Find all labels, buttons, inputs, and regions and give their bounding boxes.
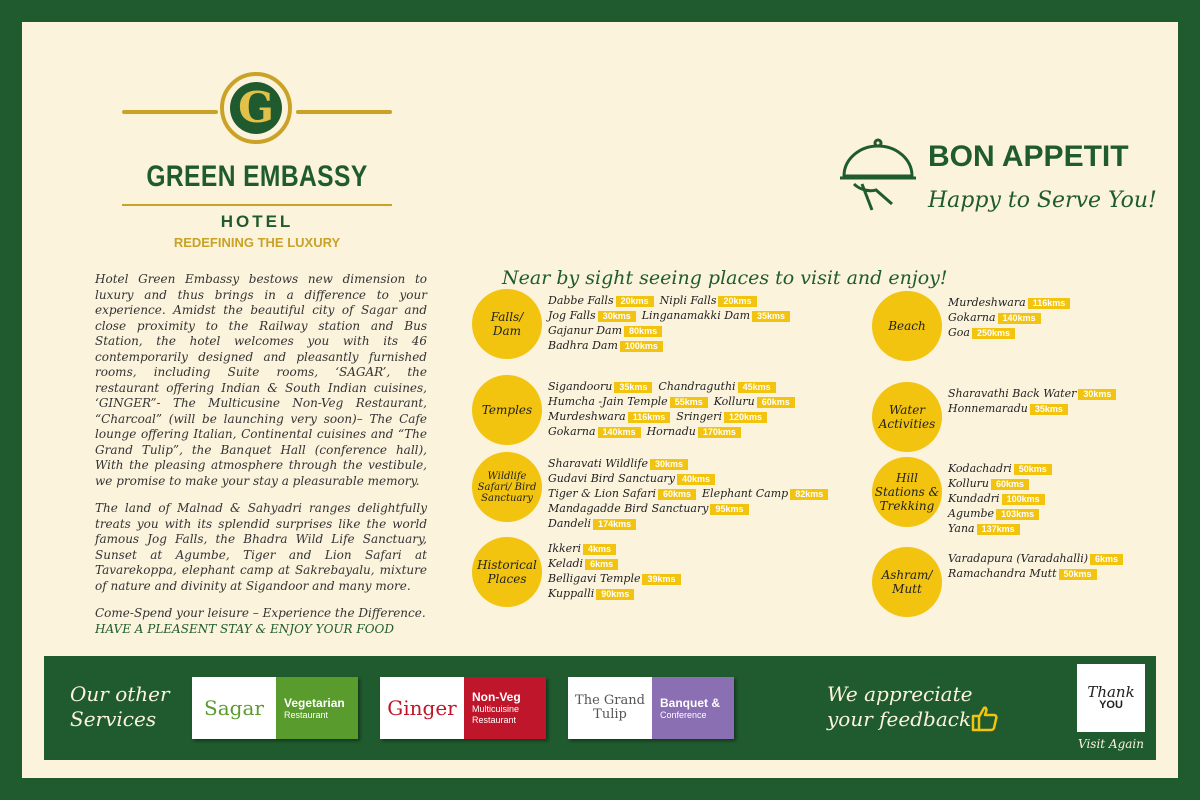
place-name: Goa (948, 326, 970, 339)
place-name: Varadapura (Varadahalli) (948, 552, 1089, 565)
service-logo: Ginger (387, 696, 457, 720)
logo-emblem (220, 72, 292, 144)
intro-paragraph: Hotel Green Embassy bestows new dimension to luxury and thus brings in a difference to your experience. Amidst the beautiful city of Sagar and close proximity to the Railway station and Bus Station, the hotel welcomes you with its 46 contemporarily designed and pleasantly furnished rooms, including Suite rooms, ‘SAGAR’, the restaurant offering Indian & South Indian cuisines, ‘GINGER”- The Multicusine Non-Veg Restaurant, “Charcoal” (will be launching very soon)– The Cafe lounge offering Italian, Continental cuisines and “The Grand Tulip”, the Banquet Hall (conference hall), With the pleasing atmosphere through the vestibule, we promise to make your stay a pleasurable memory. (95, 272, 427, 488)
category-bubble: Historical Places (472, 537, 542, 607)
distance-badge: 140kms (998, 313, 1041, 324)
place-row (948, 566, 1129, 581)
distance-badge: 174kms (593, 519, 636, 530)
distance-badge: 35kms (1030, 404, 1068, 415)
distance-badge: 82kms (790, 489, 828, 500)
service-logo: The Grand Tulip (575, 693, 645, 722)
hotel-logo (122, 62, 392, 257)
place-row (548, 308, 796, 323)
distance-badge: 60kms (991, 479, 1029, 490)
place-name: Sringeri (676, 410, 722, 423)
category-bubble: Falls/ Dam (472, 289, 542, 359)
category-bubble: Ashram/ Mutt (872, 547, 942, 617)
place-item (548, 571, 681, 586)
place-item (676, 409, 767, 424)
services-title: Our other Services (70, 682, 170, 731)
place-list (548, 541, 687, 601)
distance-badge: 50kms (1059, 569, 1097, 580)
place-name: Ramachandra Mutt (948, 567, 1057, 580)
place-row (948, 295, 1076, 310)
place-item (548, 471, 715, 486)
distance-badge: 4kms (583, 544, 616, 555)
place-name: Sharavati Wildlife (548, 457, 649, 470)
place-list (948, 386, 1122, 416)
place-item (548, 456, 688, 471)
service-subtype: Restaurant (284, 709, 329, 720)
place-item (948, 461, 1052, 476)
service-tag (652, 677, 734, 739)
distance-badge: 120kms (724, 412, 767, 423)
place-row (548, 394, 801, 409)
place-row (948, 521, 1058, 536)
place-item (948, 566, 1097, 581)
distance-badge: 55kms (670, 397, 708, 408)
place-row (548, 556, 687, 571)
bon-appetit-subtitle: Happy to Serve You! (928, 188, 1157, 213)
place-name: Kolluru (948, 477, 990, 490)
place-item (660, 293, 757, 308)
place-item (948, 325, 1015, 340)
place-item (948, 506, 1039, 521)
place-item (548, 394, 708, 409)
distance-badge: 20kms (616, 296, 654, 307)
place-name: Kodachadri (948, 462, 1012, 475)
place-item (548, 424, 641, 439)
thank-text: Thank (1087, 682, 1135, 701)
place-row (948, 386, 1122, 401)
place-name: Keladi (548, 557, 584, 570)
hotel-name: GREEN EMBASSY (146, 160, 368, 193)
service-subtype: Multicuisine Restaurant (472, 704, 520, 725)
place-item (658, 379, 775, 394)
place-row (948, 551, 1129, 566)
distance-badge: 40kms (677, 474, 715, 485)
distance-badge: 20kms (718, 296, 756, 307)
place-item (548, 501, 749, 516)
distance-badge: 35kms (614, 382, 652, 393)
place-item (647, 424, 741, 439)
bon-appetit-title: BON APPETIT (928, 140, 1129, 173)
distance-badge: 30kms (650, 459, 688, 470)
distance-badge: 250kms (972, 328, 1015, 339)
services-footer (44, 656, 1156, 760)
place-item (948, 476, 1029, 491)
place-item (714, 394, 795, 409)
distance-badge: 100kms (1002, 494, 1045, 505)
distance-badge: 6kms (1090, 554, 1123, 565)
distance-badge: 95kms (710, 504, 748, 515)
service-type: Banquet & (660, 695, 720, 710)
service-tag (276, 677, 358, 739)
place-name: Dabbe Falls (548, 294, 614, 307)
distance-badge: 100kms (620, 341, 663, 352)
place-list (948, 461, 1058, 536)
place-row (548, 456, 834, 471)
place-row (948, 401, 1122, 416)
place-row (548, 424, 801, 439)
place-item (548, 556, 618, 571)
service-logo: Sagar (204, 696, 264, 720)
place-item (548, 323, 662, 338)
place-name: Gokarna (548, 425, 596, 438)
place-item (548, 379, 652, 394)
category-bubble: Hill Stations & Trekking (872, 457, 942, 527)
distance-badge: 80kms (624, 326, 662, 337)
logo-right-flourish (296, 110, 392, 114)
place-name: Murdeshwara (948, 296, 1026, 309)
distance-badge: 170kms (698, 427, 741, 438)
place-row (948, 461, 1058, 476)
place-name: Jog Falls (548, 309, 596, 322)
place-name: Sharavathi Back Water (948, 387, 1077, 400)
service-subtype: Conference (660, 709, 707, 720)
place-item (948, 491, 1045, 506)
place-name: Gudavi Bird Sanctuary (548, 472, 675, 485)
logo-divider (122, 204, 392, 206)
hotel-introduction (95, 272, 427, 637)
distance-badge: 60kms (757, 397, 795, 408)
place-name: Yana (948, 522, 975, 535)
intro-cta: Come-Spend your leisure – Experience the Difference. (95, 606, 426, 620)
feedback-text: We appreciate your feedback (827, 682, 973, 731)
service-ginger[interactable] (380, 677, 546, 739)
distance-badge: 6kms (585, 559, 618, 570)
place-name: Belligavi Temple (548, 572, 641, 585)
distance-badge: 30kms (598, 311, 636, 322)
distance-badge: 90kms (596, 589, 634, 600)
logo-letter: G (230, 82, 282, 134)
place-item (642, 308, 790, 323)
place-row (548, 516, 834, 531)
place-name: Nipli Falls (659, 294, 717, 307)
place-item (548, 409, 670, 424)
intro-cta-secondary: HAVE A PLEASENT STAY & ENJOY YOUR FOOD (95, 621, 394, 636)
place-row (548, 471, 834, 486)
distance-badge: 116kms (1028, 298, 1071, 309)
distance-badge: 30kms (1078, 389, 1116, 400)
distance-badge: 60kms (658, 489, 696, 500)
place-row (548, 486, 834, 501)
place-row (548, 379, 801, 394)
category-bubble: Temples (472, 375, 542, 445)
intro-paragraph: The land of Malnad & Sahyadri ranges delightfully treats you with its splendid surprises like the world famous Jog Falls, the Bhadra Wild Life Sanctuary, Sunset at Agumbe, Tiger and Lion Safari at Tavarekoppa, elephant camp at Sakrebayalu, mixture of nature and divinity at Sigandoor and many more. (95, 501, 427, 593)
cloche-icon (840, 134, 920, 214)
place-row (948, 506, 1058, 521)
place-item (948, 401, 1068, 416)
place-item (948, 295, 1070, 310)
place-item (548, 516, 636, 531)
place-row (548, 586, 687, 601)
bon-appetit-block (840, 134, 1160, 224)
place-name: Humcha -Jain Temple (548, 395, 668, 408)
service-type: Vegetarian (284, 695, 345, 710)
distance-badge: 45kms (738, 382, 776, 393)
category-bubble: Wildlife Safari/ Bird Sanctuary (472, 452, 542, 522)
hotel-tagline: REDEFINING THE LUXURY (173, 235, 341, 250)
place-name: Honnemaradu (948, 402, 1028, 415)
place-item (702, 486, 828, 501)
place-name: Murdeshwara (548, 410, 626, 423)
place-name: Badhra Dam (548, 339, 618, 352)
distance-badge: 140kms (598, 427, 641, 438)
place-row (948, 491, 1058, 506)
you-text: YOU (1099, 698, 1123, 711)
place-row (948, 310, 1076, 325)
place-row (948, 476, 1058, 491)
place-name: Kundadri (948, 492, 1000, 505)
place-name: Elephant Camp (702, 487, 789, 500)
place-row (548, 571, 687, 586)
place-item (948, 386, 1116, 401)
place-name: Tiger & Lion Safari (548, 487, 656, 500)
place-name: Kolluru (713, 395, 755, 408)
distance-badge: 103kms (996, 509, 1039, 520)
place-name: Gokarna (948, 311, 996, 324)
place-list (548, 293, 796, 353)
visit-again: Visit Again (1078, 737, 1144, 751)
service-grand-tulip[interactable] (568, 677, 734, 739)
place-name: Gajanur Dam (548, 324, 623, 337)
place-list (948, 295, 1076, 340)
place-name: Ikkeri (548, 542, 581, 555)
place-name: Hornadu (646, 425, 696, 438)
place-item (548, 338, 663, 353)
place-list (548, 379, 801, 439)
place-item (548, 486, 696, 501)
thumbs-up-icon (969, 704, 999, 734)
place-list (948, 551, 1129, 581)
service-tag (464, 677, 546, 739)
hotel-sub: HOTEL (220, 212, 294, 231)
place-item (548, 293, 654, 308)
place-row (548, 409, 801, 424)
distance-badge: 50kms (1014, 464, 1052, 475)
place-item (948, 310, 1041, 325)
thank-you-badge (1077, 664, 1145, 732)
category-bubble: Beach (872, 291, 942, 361)
place-row (548, 323, 796, 338)
service-type: Non-Veg (472, 690, 521, 704)
place-item (948, 551, 1123, 566)
distance-badge: 116kms (628, 412, 671, 423)
place-row (548, 293, 796, 308)
place-row (948, 325, 1076, 340)
place-row (548, 338, 796, 353)
place-list (548, 456, 834, 531)
distance-badge: 39kms (642, 574, 680, 585)
place-name: Dandeli (548, 517, 592, 530)
place-name: Linganamakki Dam (641, 309, 751, 322)
logo-left-flourish (122, 110, 218, 114)
distance-badge: 137kms (977, 524, 1020, 535)
place-name: Agumbe (948, 507, 995, 520)
place-item (548, 586, 634, 601)
place-item (948, 521, 1020, 536)
place-row (548, 501, 834, 516)
place-row (548, 541, 687, 556)
place-name: Mandagadde Bird Sanctuary (548, 502, 709, 515)
sightseeing-title: Near by sight seeing places to visit and enjoy! (502, 267, 948, 289)
place-item (548, 308, 636, 323)
place-name: Chandraguthi (658, 380, 736, 393)
distance-badge: 35kms (752, 311, 790, 322)
place-name: Kuppalli (548, 587, 595, 600)
category-bubble: Water Activities (872, 382, 942, 452)
service-sagar[interactable] (192, 677, 358, 739)
place-item (548, 541, 616, 556)
place-name: Sigandooru (548, 380, 613, 393)
